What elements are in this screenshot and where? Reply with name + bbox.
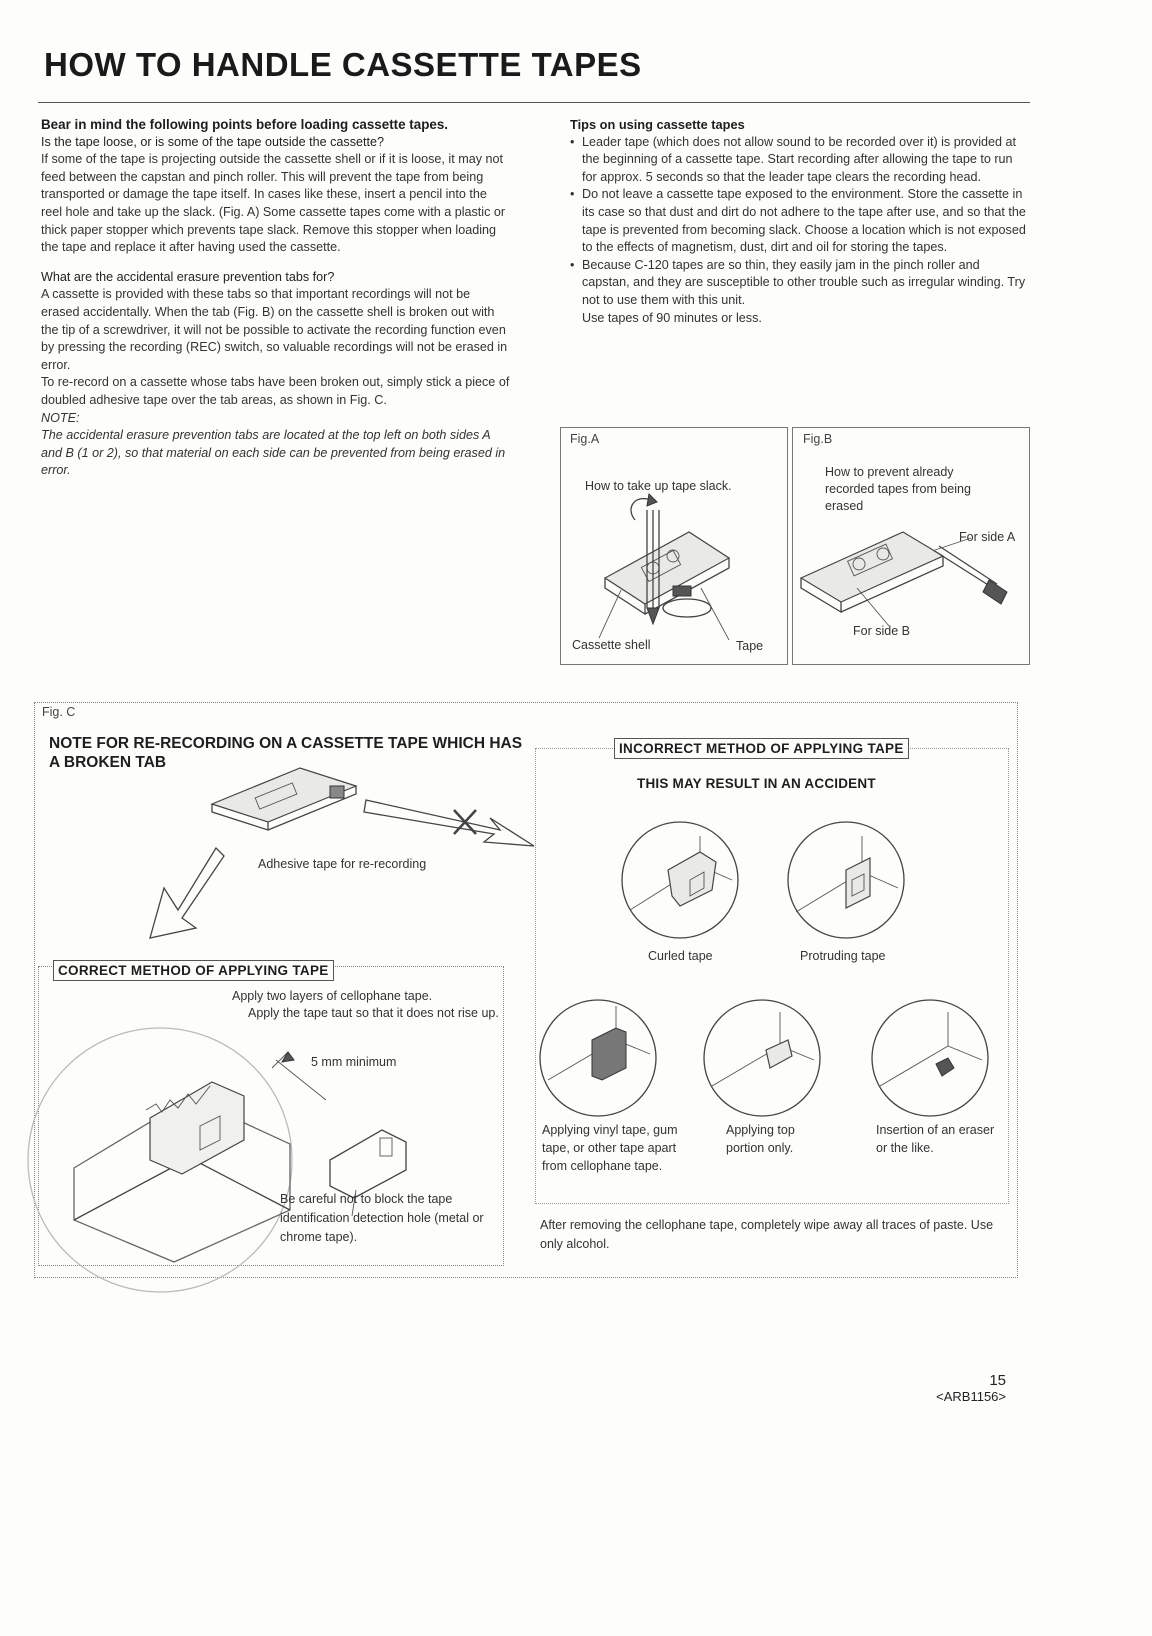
figure-a-label: Fig.A [570,432,600,446]
list-item: • Leader tape (which does not allow sound to be recorded over it) is provided at the beginning of a cassette tape. Start recording after allowing the tape to run for approx. 5 seconds so that the leader tape clears the recording head. [570,134,1030,187]
document-code: <ARB1156> [936,1389,1006,1404]
tips-footer: Use tapes of 90 minutes or less. [582,310,762,325]
tape-label: Tape [736,639,764,653]
correct-method-title: CORRECT METHOD OF APPLYING TAPE [53,960,334,981]
side-a-label: For side A [959,530,1016,544]
list-item: • Do not leave a cassette tape exposed to the environment. Store the cassette in its case so that dust and dirt do not adhere to the tape after use, and so that the tape is prevented from becoming slack. Choose a location which is not exposed to the effects of magnetism, dust, dirt and oil for storing the tapes. [570,186,1030,256]
careful-note: Be careful not to block the tape identification detection hole (metal or chrome tape). [280,1192,484,1244]
figure-c-heading: NOTE FOR RE-RECORDING ON A CASSETTE TAPE WHICH HAS A BROKEN TAB [49,735,523,771]
page-title: HOW TO HANDLE CASSETTE TAPES [44,46,642,83]
eraser-caption: Insertion of an eraser or the like. [876,1123,995,1155]
list-item: • Because C-120 tapes are so thin, they easily jam in the pinch roller and capstan, and they are susceptible to other trouble such as irregular winding. Try not to use them with this unit. [570,257,1030,310]
question-loose: Is the tape loose, or is some of the tape outside the cassette? [41,134,385,149]
side-b-label: For side B [853,624,910,638]
figure-b-caption: How to prevent already recorded tapes from being erased [825,465,971,513]
question-tabs: What are the accidental erasure prevention tabs for? [41,269,335,284]
warning-text: THIS MAY RESULT IN AN ACCIDENT [637,776,876,791]
top-caption: Applying top portion only. [726,1123,795,1155]
figure-c-label: Fig. C [42,705,76,719]
protruding-caption: Protruding tape [800,949,886,963]
paragraph-rerecord: To re-record on a cassette whose tabs have been broken out, simply stick a piece of doubled adhesive tape over the tab areas, as shown in Fig. C. [41,375,510,407]
page-number: 15 [989,1372,1006,1389]
list-item: Apply the tape taut so that it does not rise up. [248,1006,499,1020]
figure-a-caption: How to take up tape slack. [585,479,732,493]
note-label: NOTE: [41,410,80,425]
figure-b-label: Fig.B [803,432,833,446]
cassette-shell-label: Cassette shell [572,638,651,652]
minimum-label: 5 mm minimum [311,1055,397,1069]
intro-heading: Bear in mind the following points before loading cassette tapes. [41,117,448,132]
adhesive-label: Adhesive tape for re-recording [258,857,427,871]
note-text: The accidental erasure prevention tabs are located at the top left on both sides A and B (1 or 2), so that material on each side can be prevented from being erased in error. [41,428,506,478]
paragraph-loose: If some of the tape is projecting outside the cassette shell or if it is loose, it may not feed between the capstan and pinch roller. This will prevent the tape from being transported or damage the tape itself. In cases like these, insert a pencil into the reel hole and take up the slack. (Fig. A) Some cassette tapes come with a plastic or thick paper stopper which prevents tape slack. Remove this stopper when loading the tape and replace it after having used the cassette. [41,152,506,255]
after-removal-note: After removing the cellophane tape, completely wipe away all traces of paste. Use only alcohol. [540,1218,994,1251]
vinyl-caption: Applying vinyl tape, gum tape, or other tape apart from cellophane tape. [542,1123,678,1173]
curled-caption: Curled tape [648,949,713,963]
list-item: Apply two layers of cellophane tape. [232,989,433,1003]
paragraph-tabs: A cassette is provided with these tabs so that important recordings will not be erased accidentally. When the tab (Fig. B) on the cassette shell is broken out with the tip of a screwdriver, it will not be possible to activate the recording function even by pressing the recording (REC) switch, so valuable recordings will not be erased in error. [41,287,508,372]
tips-heading: Tips on using cassette tapes [570,117,745,132]
incorrect-method-title: INCORRECT METHOD OF APPLYING TAPE [614,738,909,759]
